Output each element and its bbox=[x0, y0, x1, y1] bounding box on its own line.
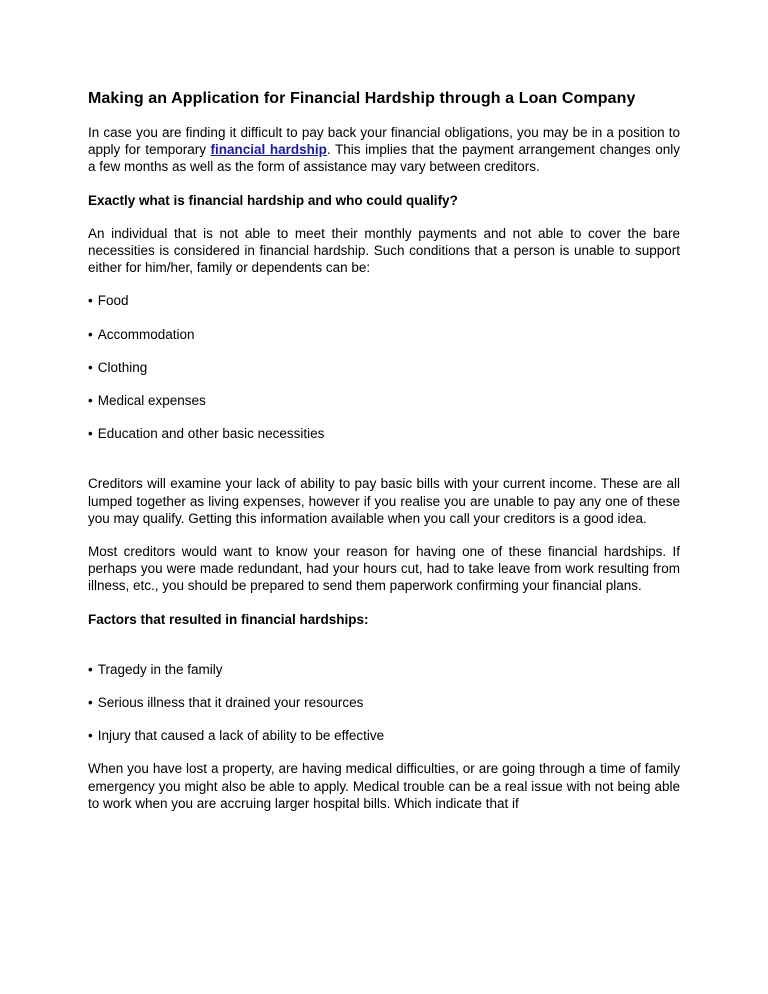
list-item: • Education and other basic necessities bbox=[88, 425, 680, 442]
paragraph-spacer bbox=[88, 458, 680, 475]
intro-paragraph bbox=[88, 124, 680, 176]
page-title: Making an Application for Financial Hardship through a Loan Company bbox=[88, 90, 636, 107]
creditors-examine-paragraph: Creditors will examine your lack of ability to pay basic bills with your current income. These are all lumped together as living expenses, however if you realise you are unable to pay any one of these you may qualify. Getting this information available when you call your creditors is a good idea. bbox=[88, 476, 680, 526]
section-one-paragraph: An individual that is not able to meet their monthly payments and not able to cover the bare necessities is considered in financial hardship. Such conditions that a person is unable to support either for him/her, family or dependents can be: bbox=[88, 225, 680, 276]
creditors-reason-paragraph: Most creditors would want to know your reason for having one of these financial hardships. If perhaps you were made redundant, had your hours cut, had to take leave from work resulting from illness, etc., you should be prepared to send them paperwork confirming your financial plans. bbox=[88, 544, 680, 594]
list-item: • Clothing bbox=[88, 359, 680, 376]
list-item: • Serious illness that it drained your resources bbox=[88, 694, 680, 711]
hardship-needs-list bbox=[88, 292, 680, 442]
hardship-factors-list bbox=[88, 661, 680, 745]
section-one-heading: Exactly what is financial hardship and who could qualify? bbox=[88, 192, 458, 208]
list-item: • Medical expenses bbox=[88, 392, 680, 409]
closing-paragraph: When you have lost a property, are having medical difficulties, or are going through a time of family emergency you might also be able to apply. Medical trouble can be a real issue with not being able to work when you are accruing larger hospital bills. Which indicate that if bbox=[88, 761, 680, 811]
list-item: • Injury that caused a lack of ability to be effective bbox=[88, 727, 680, 744]
paragraph-spacer bbox=[88, 644, 680, 661]
intro-text-before-link: In case you are finding it difficult to pay back your financial obligations, you may be in a position to apply for temporary bbox=[88, 125, 680, 158]
list-item: • Tragedy in the family bbox=[88, 661, 680, 678]
intro-text-after-link: . This implies that the payment arrangement changes only a few months as well as the form of assistance may vary between creditors. bbox=[88, 142, 680, 175]
section-three-heading: Factors that resulted in financial hardships: bbox=[88, 611, 369, 627]
list-item: • Accommodation bbox=[88, 326, 680, 343]
document-body bbox=[88, 88, 680, 812]
list-item: • Food bbox=[88, 292, 680, 309]
financial-hardship-link[interactable]: financial hardship bbox=[210, 142, 327, 158]
